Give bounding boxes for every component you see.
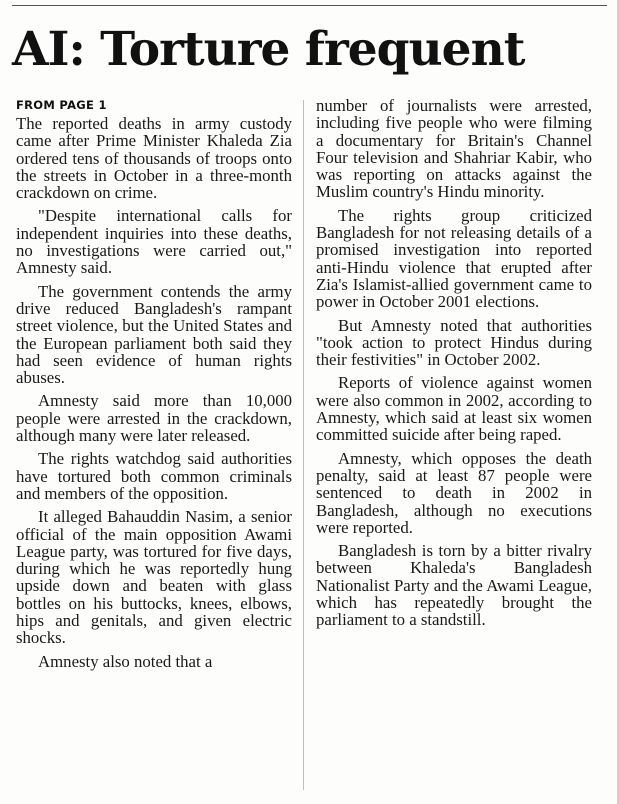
- article-column-right: [316, 97, 592, 635]
- top-rule: [12, 5, 607, 6]
- paragraph: Amnesty, which opposes the death penalty, said at least 87 people were sentenced to death in 2002 in Bangladesh, although no executions were reported.: [316, 448, 592, 537]
- paragraph: But Amnesty noted that authorities "took action to protect Hindus during their festivities" in October 2002.: [316, 315, 592, 370]
- column-divider: [303, 100, 304, 790]
- kicker-from-page-1: FROM PAGE 1: [16, 98, 107, 112]
- paragraph: The rights group criticized Bangladesh for not releasing details of a promised investigation into reported anti-Hindu violence that erupted after Zia's Islamist-allied government came to power in October 2001 elections.: [316, 205, 592, 312]
- paragraph: It alleged Bahauddin Nasim, a senior official of the main opposition Awami League party, was tortured for five days, during which he was reportedly hung upside down and beaten with glass bottles on his buttocks, knees, elbows, hips and genitals, and given electric shocks.: [16, 507, 292, 648]
- article-column-left: [16, 97, 292, 676]
- paragraph: Amnesty said more than 10,000 people were arrested in the crackdown, although many were later released.: [16, 391, 292, 446]
- paragraph: Amnesty also noted that a: [38, 651, 213, 671]
- paragraph: The reported deaths in army custody came after Prime Minister Khaleda Zia ordered tens of thousands of troops onto the streets in October in a three-month crackdown on crime.: [16, 114, 292, 203]
- paragraph: Bangladesh is torn by a bitter rivalry between Khaleda's Bangladesh Nationalist Party and the Awami League, which has repeatedly brought the parliament to a standstill.: [316, 541, 592, 630]
- paragraph: The rights watchdog said authorities have tortured both common criminals and members of the opposition.: [16, 449, 292, 503]
- headline: AI: Torture frequent: [12, 22, 525, 77]
- paragraph: The government contends the army drive reduced Bangladesh's rampant street violence, but the United States and the European parliament both said they had seen evidence of human rights abuses.: [16, 281, 292, 388]
- paragraph: Reports of violence against women were also common in 2002, according to Amnesty, which said at least six women committed suicide after being raped.: [316, 373, 592, 445]
- paragraph: "Despite international calls for independent inquiries into these deaths, no investigations were carried out," Amnesty said.: [16, 206, 292, 278]
- paragraph: number of journalists were arrested, including five people who were filming a documentary for Britain's Channel Four television and Shahriar Kabir, who was reporting on attacks against the Muslim country's Hindu minority.: [316, 96, 592, 202]
